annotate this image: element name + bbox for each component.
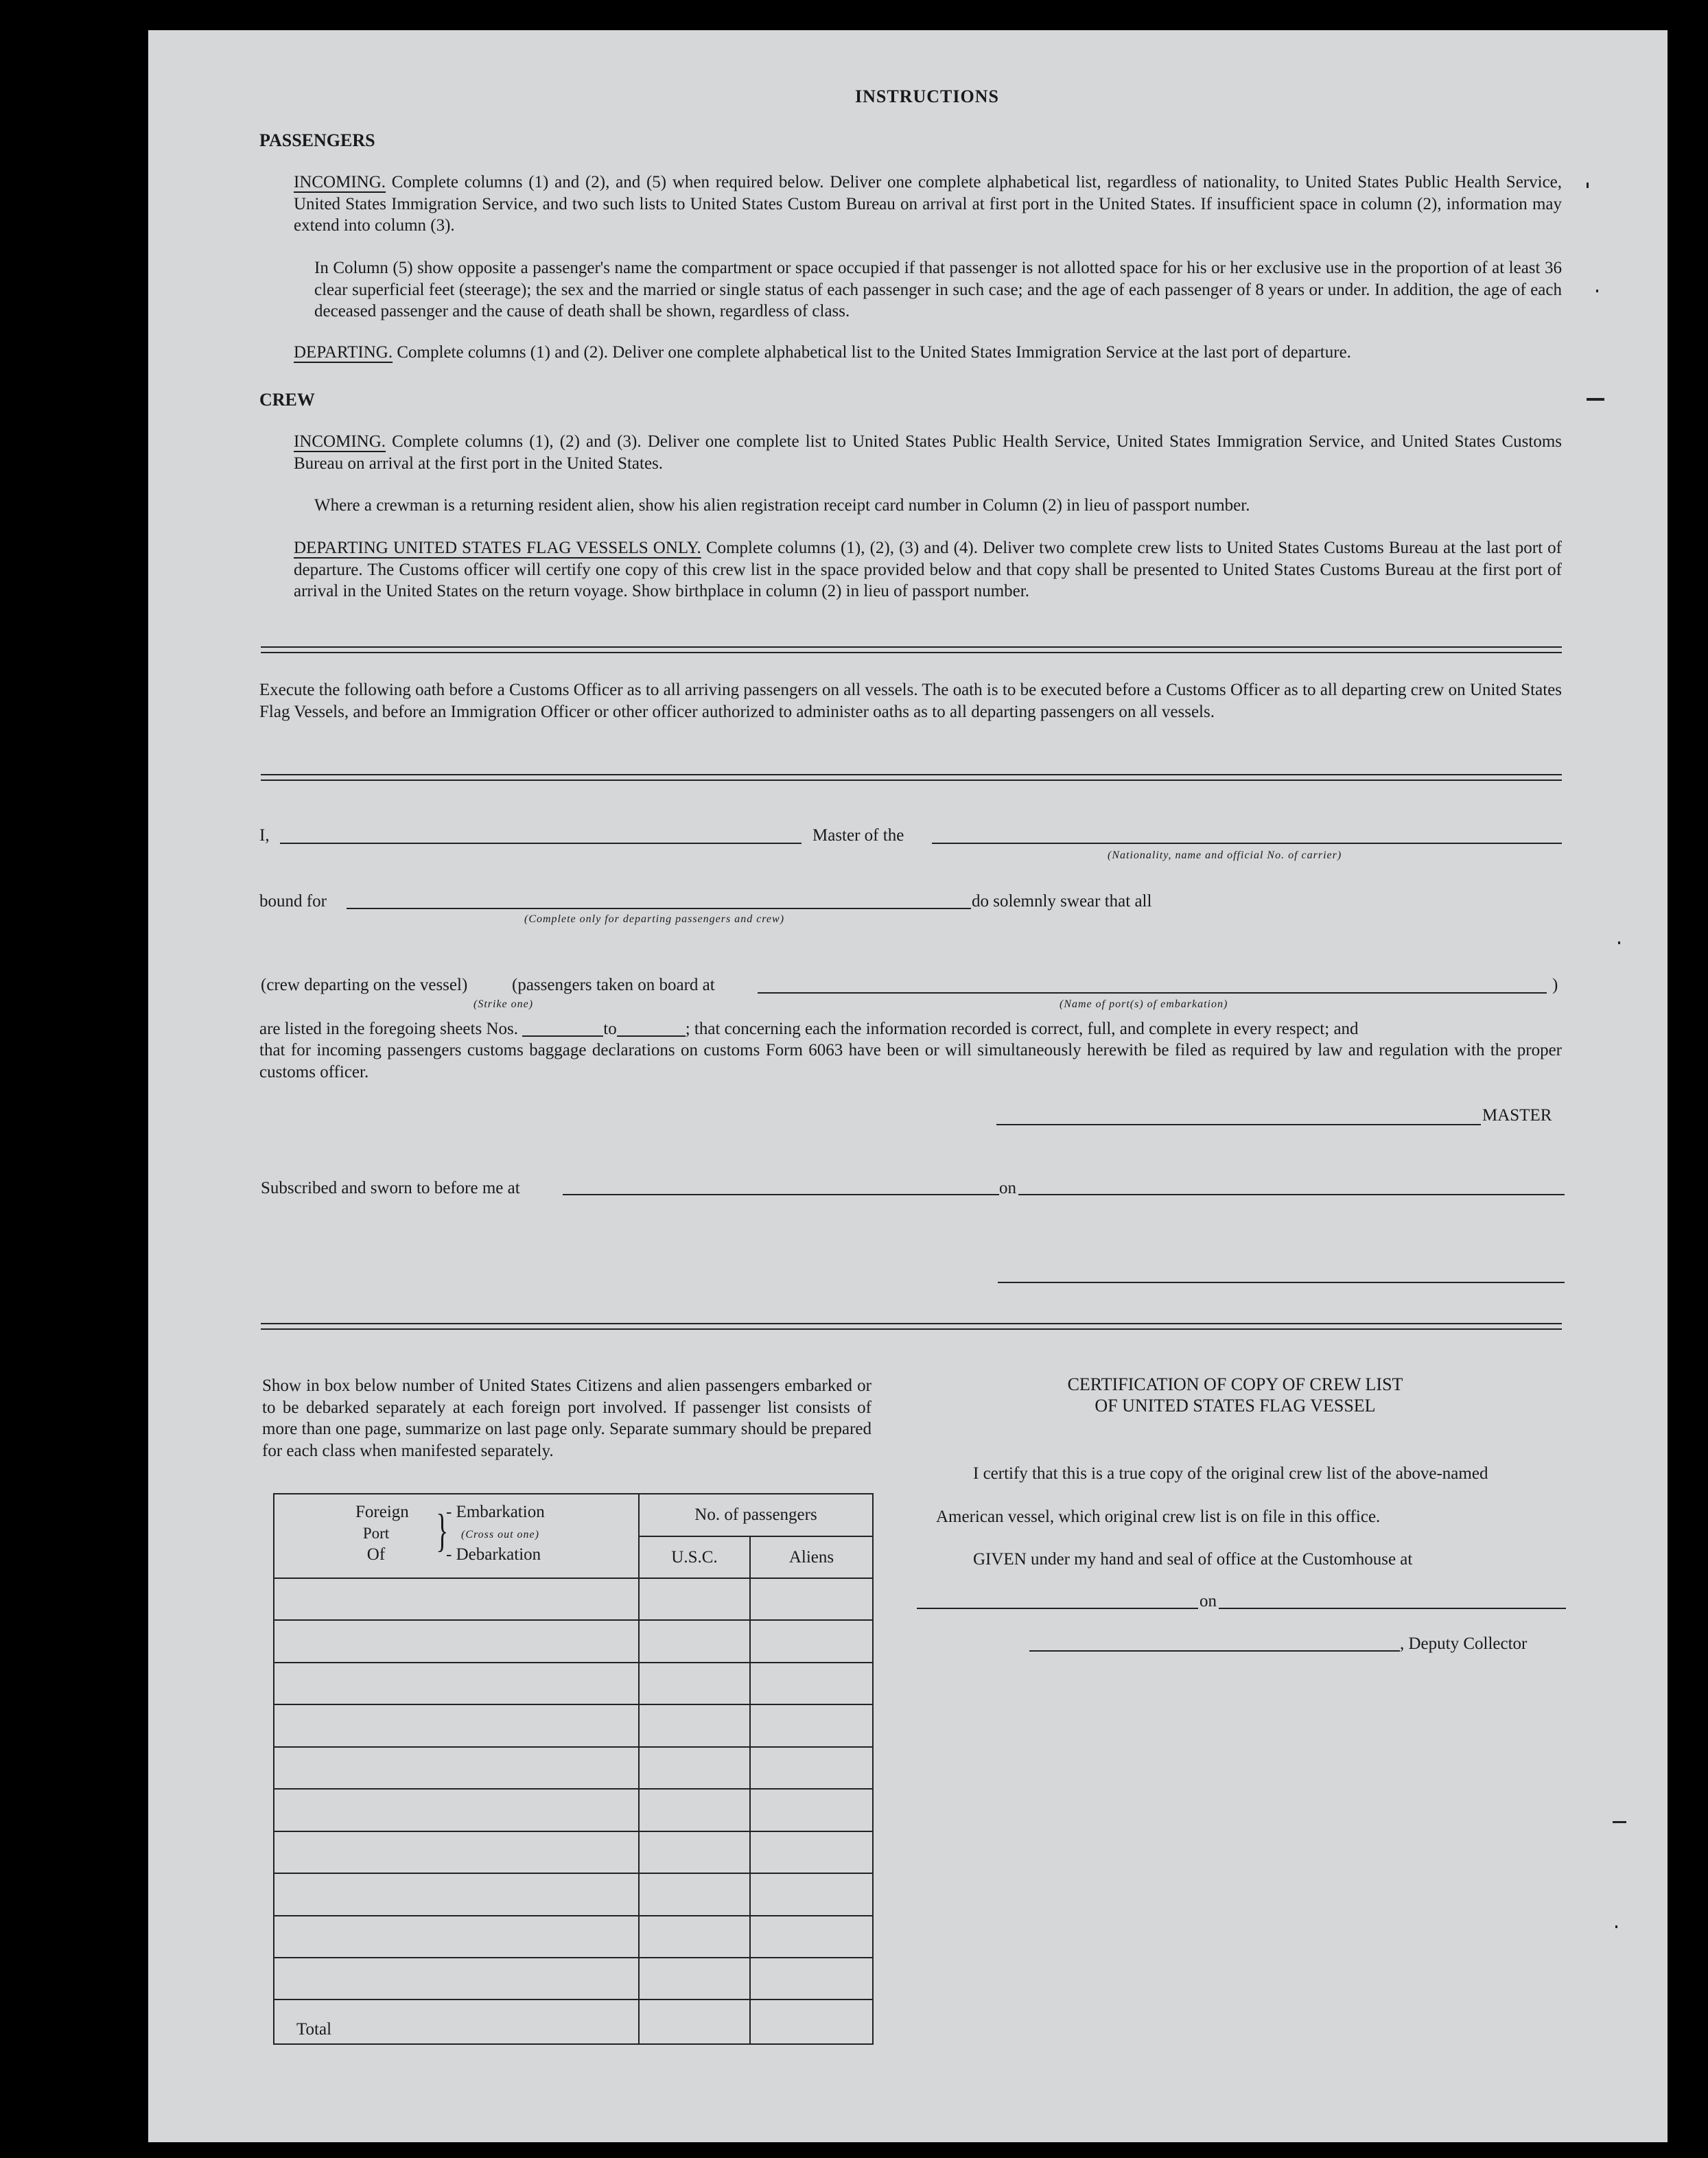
total-label: Total [274,1999,639,2044]
usc-header: U.S.C. [639,1536,750,1578]
certify-line1: I certify that this is a true copy of the original crew list of the above-named [973,1464,1488,1483]
crew-incoming-text: Complete columns (1), (2) and (3). Deliver one complete list to United States Public Health Service, United States Immigration Service, and United States Customs Bureau on arrival at the first port in the United States. [294,432,1563,473]
port-cell[interactable] [274,1789,639,1831]
margin-mark [1596,290,1598,292]
table-row [274,1620,873,1662]
master-signature-field[interactable] [996,1124,1481,1125]
sworn-on-label: on [999,1179,1016,1197]
aliens-cell[interactable] [750,1578,873,1620]
table-row [274,1873,873,1915]
aliens-cell[interactable] [750,1747,873,1789]
port-cell[interactable] [274,1704,639,1746]
aliens-cell[interactable] [750,1620,873,1662]
usc-cell[interactable] [639,1747,750,1789]
sworn-date-field[interactable] [1018,1194,1565,1195]
certification-title-line1: CERTIFICATION OF COPY OF CREW LIST [1067,1374,1403,1394]
debarkation-label: - Debarkation [446,1545,541,1564]
foreign-label: Foreign [355,1503,409,1521]
aliens-cell[interactable] [750,1663,873,1704]
divider [261,1323,1562,1330]
port-cell[interactable] [274,1747,639,1789]
port-cell[interactable] [274,1620,639,1662]
usc-total-cell[interactable] [639,1999,750,2044]
passengers-heading: PASSENGERS [259,130,375,150]
aliens-cell[interactable] [750,1873,873,1915]
total-row [274,1999,873,2044]
of-label: Of [366,1545,386,1564]
carrier-caption: (Nationality, name and official No. of carrier) [1108,849,1342,861]
table-row [274,1831,873,1873]
sheet-to-field[interactable] [617,1035,686,1037]
margin-mark [1615,1925,1617,1928]
cert-date-field[interactable] [1219,1608,1566,1609]
table-row [274,1704,873,1746]
passengers-departing-text: Complete columns (1) and (2). Deliver one complete alphabetical list to the United States Immigration Service at the last port of departure. [397,343,1351,362]
page-title: INSTRUCTIONS [855,86,999,106]
table-row [274,1578,873,1620]
usc-cell[interactable] [639,1578,750,1620]
divider [261,774,1562,781]
usc-cell[interactable] [639,1916,750,1958]
master-of-label: Master of the [812,826,904,845]
passengers-taken-option: (passengers taken on board at [512,976,715,994]
brace-icon: } [436,1504,449,1556]
bound-for-label: bound for [259,892,327,911]
margin-mark [1618,941,1620,944]
usc-cell[interactable] [639,1873,750,1915]
certify-line2: American vessel, which original crew list is on file in this office. [936,1508,1381,1526]
officer-signature-field[interactable] [998,1282,1565,1283]
foreign-port-header [274,1494,639,1578]
port-label: Port [362,1525,390,1542]
usc-cell[interactable] [639,1704,750,1746]
aliens-cell[interactable] [750,1916,873,1958]
passenger-summary-table [273,1493,874,2045]
bound-caption: (Complete only for departing passengers and crew) [524,913,785,925]
aliens-cell[interactable] [750,1958,873,1999]
table-row [274,1747,873,1789]
ports-caption: (Name of port(s) of embarkation) [1060,998,1228,1010]
strike-one-caption: (Strike one) [473,998,534,1010]
usc-cell[interactable] [639,1831,750,1873]
margin-mark [1587,398,1604,401]
passengers-incoming-label: INCOMING. [294,173,386,191]
port-cell[interactable] [274,1873,639,1915]
table-row [274,1958,873,1999]
listed-suffix: ; that concerning each the information recorded is correct, full, and complete in every respect; and [685,1020,1359,1038]
table-row [274,1916,873,1958]
port-cell[interactable] [274,1958,639,1999]
crew-departing-label: DEPARTING UNITED STATES FLAG VESSELS ONLY. [294,539,701,557]
listed-rest: that for incoming passengers customs baggage declarations on customs Form 6063 have been or will simultaneously herewith be filed as required by law and regulation with the proper customs officer. [259,1041,1562,1081]
master-name-field[interactable] [280,843,802,844]
no-of-passengers-header: No. of passengers [639,1494,873,1536]
close-paren: ) [1552,976,1558,994]
aliens-cell[interactable] [750,1704,873,1746]
deputy-signature-field[interactable] [1029,1650,1400,1652]
sheet-from-field[interactable] [522,1035,603,1037]
table-row [274,1789,873,1831]
embarkation-label: - Embarkation [446,1503,545,1521]
aliens-cell[interactable] [750,1831,873,1873]
cross-out-caption: (Cross out one) [461,1529,539,1540]
margin-mark [1613,1821,1626,1823]
embarkation-port-field[interactable] [758,992,1547,994]
subscribed-label: Subscribed and sworn to before me at [261,1179,520,1197]
swear-label: do solemnly swear that all [972,892,1152,911]
port-cell[interactable] [274,1663,639,1704]
certification-title-line2: OF UNITED STATES FLAG VESSEL [1095,1396,1376,1416]
usc-cell[interactable] [639,1958,750,1999]
divider [261,646,1562,653]
crew-departing-paragraph [294,537,1562,602]
passengers-incoming-paragraph [294,172,1562,237]
sworn-place-field[interactable] [563,1194,999,1195]
aliens-total-cell[interactable] [750,1999,873,2044]
listed-prefix: are listed in the foregoing sheets Nos. [259,1020,518,1038]
listed-line [259,1018,1562,1040]
port-cell[interactable] [274,1578,639,1620]
crew-incoming-paragraph [294,431,1562,474]
crew-departing-option: (crew departing on the vessel) [261,976,468,994]
usc-cell[interactable] [639,1789,750,1831]
port-cell[interactable] [274,1831,639,1873]
port-cell[interactable] [274,1916,639,1958]
passengers-departing-label: DEPARTING. [294,343,393,362]
i-label: I, [259,826,270,845]
usc-cell[interactable] [639,1663,750,1704]
margin-mark [1587,183,1589,188]
cert-on-label: on [1200,1592,1217,1610]
certification-title [926,1374,1544,1416]
customhouse-field[interactable] [917,1608,1198,1609]
usc-cell[interactable] [639,1620,750,1662]
column5-paragraph: In Column (5) show opposite a passenger's name the compartment or space occupied if that passenger is not allotted space for his or her exclusive use in the proportion of at least 36 clear superficial feet (steerage); the sex and the married or single status of each passenger in such case; and the age of each passenger of 8 years or under. In addition, the age of each deceased passenger and the cause of death shall be shown, regardless of class. [314,259,1562,320]
crew-incoming-label: INCOMING. [294,432,386,451]
aliens-header: Aliens [750,1536,873,1578]
crew-departing-text: Complete columns (1), (2), (3) and (4). Deliver two complete crew lists to United States Customs Bureau at the last port of departure. The Customs officer will certify one copy of this crew list in the space provided below and that copy shall be presented to United States Customs Bureau at the first port of arrival in the United States on the return voyage. Show birthplace in column (2) in lieu of passport number. [294,539,1563,600]
oath-instructions: Execute the following oath before a Customs Officer as to all arriving passengers on all vessels. The oath is to be executed before a Customs Officer as to all departing crew on United States Flag Vessels, and before an Immigration Officer or other officer authorized to administer oaths as to all departing passengers on all vessels. [259,681,1562,721]
carrier-field[interactable] [932,843,1562,844]
given-line: GIVEN under my hand and seal of office at the Customhouse at [973,1550,1413,1569]
table-row [274,1663,873,1704]
master-label: MASTER [1482,1106,1552,1125]
bound-for-field[interactable] [347,908,971,909]
passengers-incoming-text: Complete columns (1) and (2), and (5) when required below. Deliver one complete alphabetical list, regardless of nationality, to United States Public Health Service, United States Immigration Service, and two such lists to United States Custom Bureau on arrival at first port in the United States. If insufficient space in column (2), information may extend into column (3). [294,173,1563,235]
aliens-cell[interactable] [750,1789,873,1831]
passengers-departing-paragraph [294,342,1562,364]
summary-intro: Show in box below number of United States Citizens and alien passengers embarked or to be debarked separately at each foreign port involved. If passenger list consists of more than one page, summarize on last page only. Separate summary should be prepared for each class when manifested separately. [262,1376,871,1460]
to-label: to [603,1020,617,1038]
deputy-collector-label: , Deputy Collector [1400,1634,1528,1653]
crew-heading: CREW [259,390,315,410]
crew-resident-paragraph: Where a crewman is a returning resident alien, show his alien registration receipt card number in Column (2) in lieu of passport number. [314,496,1250,515]
